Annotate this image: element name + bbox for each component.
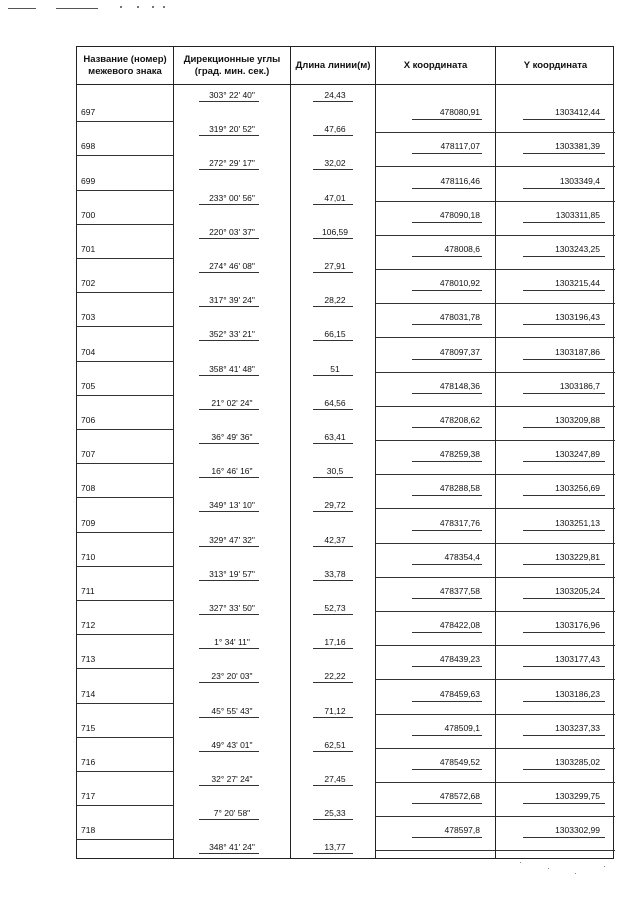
x-coordinate: 478080,91 <box>439 107 480 118</box>
cell-underline <box>313 204 353 205</box>
cell-underline <box>77 258 173 259</box>
column-divider <box>290 47 291 858</box>
y-coordinate: 1303299,75 <box>555 791 600 802</box>
cell-underline <box>77 155 173 156</box>
cell-underline <box>199 238 259 239</box>
y-coordinate: 1303215,44 <box>555 278 600 289</box>
cell-underline <box>412 119 482 120</box>
cell-underline <box>496 645 615 646</box>
x-coordinate: 478354,4 <box>444 551 480 562</box>
x-coordinate: 478597,8 <box>444 825 480 836</box>
cell-underline <box>77 361 173 362</box>
scan-speckle <box>604 866 605 867</box>
cell-underline <box>77 429 173 430</box>
point-name: 705 <box>81 380 96 391</box>
y-coordinate: 1303229,81 <box>555 551 600 562</box>
cell-underline <box>199 682 259 683</box>
cell-underline <box>523 256 605 257</box>
line-length: 63,41 <box>324 432 346 442</box>
cell-underline <box>496 269 615 270</box>
cell-underline <box>412 153 482 154</box>
header-x: X координата <box>403 60 468 71</box>
cell-underline <box>313 580 353 581</box>
point-name: 699 <box>81 175 96 186</box>
line-length: 106,59 <box>322 226 348 237</box>
cell-underline <box>77 395 173 396</box>
cell-underline <box>77 463 173 464</box>
scan-speckle <box>575 873 576 874</box>
direction-angle: 272° 29' 17" <box>209 158 255 169</box>
direction-angle: 274° 46' 08" <box>209 261 255 271</box>
scan-artifact-dot <box>137 6 139 8</box>
cell-underline <box>199 614 259 615</box>
cell-underline <box>77 532 173 533</box>
line-length: 32,02 <box>324 158 346 169</box>
x-coordinate: 478117,07 <box>440 141 480 152</box>
cell-underline <box>412 803 482 804</box>
cell-underline <box>523 359 605 360</box>
direction-angle: 317° 39' 24" <box>209 295 255 306</box>
x-coordinate: 478010,92 <box>439 278 480 289</box>
cell-underline <box>496 406 615 407</box>
point-name: 702 <box>81 278 96 289</box>
x-coordinate: 478259,38 <box>439 449 480 460</box>
y-coordinate: 1303311,85 <box>555 209 600 220</box>
cell-underline <box>313 375 353 376</box>
cell-underline <box>412 461 482 462</box>
y-coordinate: 1303412,44 <box>555 107 600 118</box>
direction-angle: 36° 49' 36" <box>211 432 253 442</box>
y-coordinate: 1303381,39 <box>555 141 600 152</box>
line-length: 47,66 <box>324 124 346 135</box>
x-coordinate: 478509,1 <box>444 722 480 733</box>
column-divider <box>375 47 376 858</box>
x-coordinate: 478549,52 <box>439 756 480 767</box>
cell-underline <box>199 819 259 820</box>
point-name: 697 <box>81 107 96 118</box>
cell-underline <box>496 850 615 851</box>
cell-underline <box>199 853 259 854</box>
line-length: 66,15 <box>324 329 346 340</box>
line-length: 25,33 <box>324 808 346 819</box>
cell-underline <box>313 238 353 239</box>
cell-underline <box>199 306 259 307</box>
line-length: 13,77 <box>324 842 346 853</box>
cell-underline <box>376 714 495 715</box>
cell-underline <box>496 166 615 167</box>
line-length: 33,78 <box>324 568 346 579</box>
cell-underline <box>199 580 259 581</box>
line-length: 71,12 <box>324 705 346 716</box>
cell-underline <box>199 717 259 718</box>
line-length: 51 <box>330 363 340 374</box>
cell-underline <box>199 477 259 478</box>
direction-angle: 327° 33' 50" <box>209 603 255 613</box>
cell-underline <box>199 204 259 205</box>
cell-underline <box>412 324 482 325</box>
cell-underline <box>523 222 605 223</box>
cell-underline <box>496 337 615 338</box>
cell-underline <box>199 375 259 376</box>
cell-underline <box>313 614 353 615</box>
y-coordinate: 1303237,33 <box>555 722 600 733</box>
cell-underline <box>523 530 605 531</box>
cell-underline <box>77 224 173 225</box>
cell-underline <box>412 222 482 223</box>
direction-angle: 303° 22' 40" <box>209 90 255 100</box>
point-name: 703 <box>81 312 96 323</box>
cell-underline <box>523 837 605 838</box>
cell-underline <box>313 751 353 752</box>
cell-underline <box>77 497 173 498</box>
header-angle: Дирекционные углы (град. мин. сек.) <box>183 54 281 77</box>
cell-underline <box>376 440 495 441</box>
cell-underline <box>523 290 605 291</box>
cell-underline <box>77 326 173 327</box>
line-length: 24,43 <box>324 90 346 100</box>
direction-angle: 313° 19' 57" <box>209 568 255 579</box>
cell-underline <box>376 645 495 646</box>
cell-underline <box>412 701 482 702</box>
direction-angle: 16° 46' 16" <box>211 466 253 477</box>
cell-underline <box>77 737 173 738</box>
x-coordinate: 478572,68 <box>439 791 480 802</box>
cell-underline <box>77 668 173 669</box>
cell-underline <box>313 409 353 410</box>
cell-underline <box>412 393 482 394</box>
cell-underline <box>77 839 173 840</box>
point-name: 704 <box>81 346 96 357</box>
y-coordinate: 1303186,7 <box>559 380 600 391</box>
cell-underline <box>412 359 482 360</box>
cell-underline <box>412 188 482 189</box>
direction-angle: 49° 43' 01" <box>211 739 253 750</box>
cell-underline <box>313 169 353 170</box>
cell-underline <box>199 751 259 752</box>
x-coordinate: 478377,58 <box>439 585 480 596</box>
point-name: 718 <box>81 825 96 836</box>
cell-underline <box>496 372 615 373</box>
x-coordinate: 478008,6 <box>444 243 480 254</box>
cell-underline <box>412 256 482 257</box>
line-length: 52,73 <box>324 603 346 613</box>
cell-underline <box>376 372 495 373</box>
cell-underline <box>523 495 605 496</box>
cell-underline <box>77 805 173 806</box>
scan-speckle <box>520 862 521 863</box>
cell-underline <box>523 461 605 462</box>
direction-angle: 7° 20' 58" <box>213 808 251 819</box>
cell-underline <box>199 511 259 512</box>
cell-underline <box>412 495 482 496</box>
point-name: 698 <box>81 141 96 152</box>
y-coordinate: 1303243,25 <box>555 243 600 254</box>
direction-angle: 358° 41' 48" <box>209 363 255 374</box>
y-coordinate: 1303285,02 <box>555 756 600 767</box>
cell-underline <box>313 511 353 512</box>
point-name: 712 <box>81 620 96 631</box>
direction-angle: 329° 47' 32" <box>209 534 255 545</box>
cell-underline <box>523 119 605 120</box>
direction-angle: 349° 13' 10" <box>209 500 255 511</box>
cell-underline <box>412 290 482 291</box>
point-name: 717 <box>81 791 96 802</box>
y-coordinate: 1303251,13 <box>555 517 600 528</box>
cell-underline <box>376 474 495 475</box>
cell-underline <box>313 546 353 547</box>
cell-underline <box>199 648 259 649</box>
cell-underline <box>523 564 605 565</box>
cell-underline <box>523 769 605 770</box>
cell-underline <box>523 803 605 804</box>
cell-underline <box>412 769 482 770</box>
cell-underline <box>412 598 482 599</box>
cell-underline <box>523 188 605 189</box>
cell-underline <box>199 340 259 341</box>
cell-underline <box>313 306 353 307</box>
cell-underline <box>199 409 259 410</box>
cell-underline <box>313 340 353 341</box>
cell-underline <box>496 782 615 783</box>
cell-underline <box>412 632 482 633</box>
y-coordinate: 1303187,86 <box>555 346 600 357</box>
point-name: 709 <box>81 517 96 528</box>
x-coordinate: 478031,78 <box>439 312 480 323</box>
cell-underline <box>77 634 173 635</box>
cell-underline <box>199 169 259 170</box>
cell-underline <box>77 771 173 772</box>
column-divider <box>173 47 174 858</box>
x-coordinate: 478288,58 <box>439 483 480 494</box>
cell-underline <box>496 611 615 612</box>
point-name: 706 <box>81 414 96 425</box>
line-length: 27,45 <box>324 774 346 784</box>
cell-underline <box>313 853 353 854</box>
y-coordinate: 1303205,24 <box>555 585 600 596</box>
header-length: Длина линии(м) <box>295 60 371 71</box>
cell-underline <box>496 303 615 304</box>
cell-underline <box>313 785 353 786</box>
cell-underline <box>523 427 605 428</box>
point-name: 710 <box>81 551 96 562</box>
cell-underline <box>313 819 353 820</box>
cell-underline <box>496 201 615 202</box>
cell-underline <box>376 782 495 783</box>
y-coordinate: 1303186,23 <box>555 688 600 699</box>
cell-underline <box>77 292 173 293</box>
cell-underline <box>523 701 605 702</box>
cell-underline <box>376 166 495 167</box>
cell-underline <box>77 121 173 122</box>
cell-underline <box>412 530 482 531</box>
cell-underline <box>313 135 353 136</box>
cell-underline <box>199 135 259 136</box>
y-coordinate: 1303302,99 <box>555 825 600 836</box>
cell-underline <box>313 648 353 649</box>
cell-underline <box>376 303 495 304</box>
point-name: 700 <box>81 209 96 220</box>
point-name: 707 <box>81 449 96 460</box>
cell-underline <box>77 600 173 601</box>
scan-speckle <box>548 868 549 869</box>
x-coordinate: 478097,37 <box>439 346 480 357</box>
direction-angle: 220° 03' 37" <box>209 226 255 237</box>
cell-underline <box>199 443 259 444</box>
direction-angle: 233° 00' 56" <box>209 192 255 203</box>
cell-underline <box>376 679 495 680</box>
line-length: 17,16 <box>324 637 346 648</box>
scan-artifact-dot <box>163 6 165 8</box>
cell-underline <box>376 132 495 133</box>
header-name: Название (номер) межевого знака <box>83 54 167 77</box>
cell-underline <box>313 682 353 683</box>
line-length: 28,22 <box>324 295 346 306</box>
cell-underline <box>376 269 495 270</box>
cell-underline <box>496 440 615 441</box>
line-length: 30,5 <box>326 466 344 477</box>
direction-angle: 21° 02' 24" <box>211 397 253 408</box>
boundary-coordinates-table <box>76 46 614 859</box>
cell-underline <box>523 598 605 599</box>
line-length: 22,22 <box>324 671 346 682</box>
line-length: 42,37 <box>324 534 346 545</box>
direction-angle: 352° 33' 21" <box>209 329 255 340</box>
direction-angle: 348° 41' 24" <box>209 842 255 853</box>
cell-underline <box>496 748 615 749</box>
cell-underline <box>412 837 482 838</box>
cell-underline <box>376 543 495 544</box>
cell-underline <box>313 477 353 478</box>
cell-underline <box>199 101 259 102</box>
line-length: 29,72 <box>324 500 346 511</box>
scan-artifact-line <box>8 8 36 9</box>
cell-underline <box>313 101 353 102</box>
point-name: 715 <box>81 722 96 733</box>
cell-underline <box>199 272 259 273</box>
x-coordinate: 478208,62 <box>439 414 480 425</box>
x-coordinate: 478148,36 <box>439 380 480 391</box>
cell-underline <box>77 190 173 191</box>
x-coordinate: 478116,46 <box>440 175 480 186</box>
cell-underline <box>376 611 495 612</box>
cell-underline <box>313 443 353 444</box>
cell-underline <box>77 566 173 567</box>
point-name: 716 <box>81 756 96 767</box>
x-coordinate: 478317,76 <box>439 517 480 528</box>
cell-underline <box>412 564 482 565</box>
y-coordinate: 1303176,96 <box>555 620 600 631</box>
y-coordinate: 1303209,88 <box>555 414 600 425</box>
cell-underline <box>376 337 495 338</box>
cell-underline <box>376 850 495 851</box>
cell-underline <box>376 748 495 749</box>
point-name: 708 <box>81 483 96 494</box>
point-name: 711 <box>81 585 95 596</box>
cell-underline <box>523 666 605 667</box>
direction-angle: 1° 34' 11" <box>214 637 250 648</box>
scan-artifact-dot <box>152 6 154 8</box>
scan-artifact-dot <box>120 6 122 8</box>
line-length: 47,01 <box>324 192 346 203</box>
x-coordinate: 478439,23 <box>439 654 480 665</box>
cell-underline <box>412 735 482 736</box>
cell-underline <box>496 714 615 715</box>
cell-underline <box>496 577 615 578</box>
line-length: 64,56 <box>324 397 346 408</box>
point-name: 714 <box>81 688 96 699</box>
y-coordinate: 1303177,43 <box>555 654 600 665</box>
column-divider <box>495 47 496 858</box>
x-coordinate: 478090,18 <box>439 209 480 220</box>
cell-underline <box>313 272 353 273</box>
direction-angle: 32° 27' 24" <box>211 774 253 784</box>
cell-underline <box>376 406 495 407</box>
y-coordinate: 1303196,43 <box>555 312 600 323</box>
cell-underline <box>496 474 615 475</box>
cell-underline <box>496 816 615 817</box>
point-name: 701 <box>81 243 96 254</box>
cell-underline <box>496 235 615 236</box>
cell-underline <box>523 393 605 394</box>
direction-angle: 319° 20' 52" <box>209 124 255 135</box>
cell-underline <box>199 785 259 786</box>
cell-underline <box>523 632 605 633</box>
cell-underline <box>496 543 615 544</box>
cell-underline <box>496 679 615 680</box>
point-name: 713 <box>81 654 96 665</box>
cell-underline <box>376 235 495 236</box>
header-divider <box>77 84 613 85</box>
cell-underline <box>376 201 495 202</box>
cell-underline <box>313 717 353 718</box>
cell-underline <box>523 735 605 736</box>
direction-angle: 45° 55' 43" <box>211 705 253 716</box>
line-length: 27,91 <box>324 261 346 271</box>
cell-underline <box>496 132 615 133</box>
cell-underline <box>77 703 173 704</box>
scan-artifact-line <box>56 8 98 9</box>
cell-underline <box>199 546 259 547</box>
cell-underline <box>523 153 605 154</box>
y-coordinate: 1303256,69 <box>555 483 600 494</box>
y-coordinate: 1303247,89 <box>555 449 600 460</box>
y-coordinate: 1303349,4 <box>559 175 600 186</box>
x-coordinate: 478459,63 <box>439 688 480 699</box>
line-length: 62,51 <box>324 739 346 750</box>
header-y: Y координата <box>523 60 588 71</box>
direction-angle: 23° 20' 03" <box>211 671 253 682</box>
cell-underline <box>496 508 615 509</box>
x-coordinate: 478422,08 <box>439 620 480 631</box>
cell-underline <box>412 666 482 667</box>
cell-underline <box>376 508 495 509</box>
cell-underline <box>523 324 605 325</box>
cell-underline <box>412 427 482 428</box>
cell-underline <box>376 577 495 578</box>
cell-underline <box>376 816 495 817</box>
